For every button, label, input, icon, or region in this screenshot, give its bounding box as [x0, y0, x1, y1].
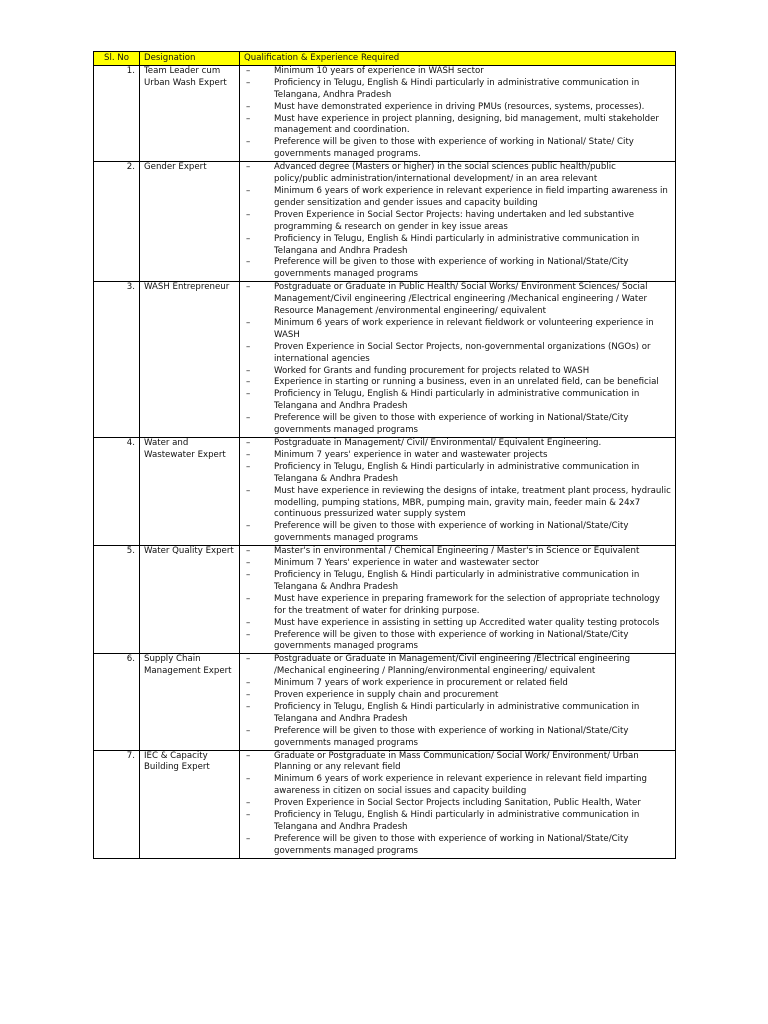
requirement-item: – Preference will be given to those with experience of working in National/State/City governments managed programs — [244, 521, 671, 545]
requirement-item: – Experience in starting or running a business, even in an unrelated field, can be beneficial — [244, 377, 671, 389]
requirement-item: – Worked for Grants and funding procurement for projects related to WASH — [244, 366, 671, 378]
table-row — [94, 282, 676, 438]
requirements-cell — [240, 65, 676, 161]
designation-cell: Team Leader cum Urban Wash Expert — [140, 65, 240, 161]
requirements-list — [244, 282, 671, 437]
requirements-list — [244, 66, 671, 161]
sl-no-cell: 2. — [94, 162, 140, 282]
sl-no-cell: 1. — [94, 65, 140, 161]
requirement-item: – Graduate or Postgraduate in Mass Communication/ Social Work/ Environment/ Urban Planning or any relevant field — [244, 751, 671, 775]
requirements-list — [244, 162, 671, 281]
qualification-table — [93, 51, 676, 859]
table-header-row — [94, 52, 676, 66]
requirement-item: – Preference will be given to those with experience of working in National/ State/ City governments managed programs. — [244, 137, 671, 161]
designation-cell: Water Quality Expert — [140, 546, 240, 654]
requirement-item: – Preference will be given to those with experience of working in National/State/City governments managed programs — [244, 413, 671, 437]
requirement-item: – Postgraduate or Graduate in Public Health/ Social Works/ Environment Sciences/ Social Management/Civil engineering /Electrical engineering /Mechanical engineering / Water Resource Management /environmental engineering/ equivalent — [244, 282, 671, 318]
requirement-item: – Proficiency in Telugu, English & Hindi particularly in administrative communication in Telangana, Andhra Pradesh — [244, 78, 671, 102]
requirement-item: – Must have experience in reviewing the designs of intake, treatment plant process, hydraulic modelling, pumping stations, MBR, pumping main, gravity main, feeder main & 24x7 continuous pressurized water supply system — [244, 486, 671, 522]
table-row — [94, 65, 676, 161]
requirements-cell — [240, 282, 676, 438]
requirement-item: – Minimum 6 years of work experience in relevant fieldwork or volunteering experience in WASH — [244, 318, 671, 342]
requirements-list — [244, 751, 671, 858]
requirement-item: – Postgraduate or Graduate in Management/Civil engineering /Electrical engineering /Mechanical engineering / Planning/environmental engineering/ equivalent — [244, 654, 671, 678]
header-sl-no: Sl. No — [94, 52, 140, 66]
sl-no-cell: 4. — [94, 438, 140, 546]
sl-no-cell: 3. — [94, 282, 140, 438]
header-qualification: Qualification & Experience Required — [240, 52, 676, 66]
requirement-item: – Proficiency in Telugu, English & Hindi particularly in administrative communication in Telangana and Andhra Pradesh — [244, 702, 671, 726]
requirements-list — [244, 438, 671, 545]
sl-no-cell: 7. — [94, 750, 140, 858]
requirement-item: – Preference will be given to those with experience of working in National/State/City governments managed programs — [244, 630, 671, 654]
designation-cell: Water and Wastewater Expert — [140, 438, 240, 546]
sl-no-cell: 6. — [94, 654, 140, 750]
table-row — [94, 546, 676, 654]
requirement-item: – Minimum 6 years of work experience in relevant experience in field imparting awareness in gender sensitization and gender issues and capacity building — [244, 186, 671, 210]
requirement-item: – Proficiency in Telugu, English & Hindi particularly in administrative communication in Telangana & Andhra Pradesh — [244, 570, 671, 594]
requirement-item: – Proficiency in Telugu, English & Hindi particularly in administrative communication in Telangana and Andhra Pradesh — [244, 389, 671, 413]
designation-cell: Gender Expert — [140, 162, 240, 282]
requirements-cell — [240, 162, 676, 282]
requirement-item: – Preference will be given to those with experience of working in National/State/City governments managed programs — [244, 257, 671, 281]
requirements-list — [244, 654, 671, 749]
requirement-item: – Minimum 10 years of experience in WASH sector — [244, 66, 671, 78]
requirement-item: – Preference will be given to those with experience of working in National/State/City governments managed programs — [244, 726, 671, 750]
requirement-item: – Proven experience in supply chain and procurement — [244, 690, 671, 702]
requirement-item: – Proven Experience in Social Sector Projects, non-governmental organizations (NGOs) or international agencies — [244, 342, 671, 366]
requirement-item: – Must have experience in assisting in setting up Accredited water quality testing protocols — [244, 618, 671, 630]
requirements-list — [244, 546, 671, 653]
designation-cell: Supply Chain Management Expert — [140, 654, 240, 750]
requirement-item: – Proficiency in Telugu, English & Hindi particularly in administrative communication in Telangana and Andhra Pradesh — [244, 234, 671, 258]
requirements-cell — [240, 750, 676, 858]
requirements-cell — [240, 546, 676, 654]
designation-cell: WASH Entrepreneur — [140, 282, 240, 438]
table-row — [94, 162, 676, 282]
requirement-item: – Minimum 7 years' experience in water and wastewater projects — [244, 450, 671, 462]
requirement-item: – Proficiency in Telugu, English & Hindi particularly in administrative communication in Telangana & Andhra Pradesh — [244, 462, 671, 486]
header-designation: Designation — [140, 52, 240, 66]
requirement-item: – Master's in environmental / Chemical Engineering / Master's in Science or Equivalent — [244, 546, 671, 558]
requirement-item: – Proven Experience in Social Sector Projects: having undertaken and led substantive programming & research on gender in key issue areas — [244, 210, 671, 234]
requirement-item: – Minimum 7 years of work experience in procurement or related field — [244, 678, 671, 690]
requirement-item: – Must have experience in preparing framework for the selection of appropriate technology for the treatment of water for drinking purpose. — [244, 594, 671, 618]
requirement-item: – Must have experience in project planning, designing, bid management, multi stakeholder management and coordination. — [244, 114, 671, 138]
table-row — [94, 750, 676, 858]
requirement-item: – Minimum 7 Years' experience in water and wastewater sector — [244, 558, 671, 570]
requirement-item: – Proven Experience in Social Sector Projects including Sanitation, Public Health, Water — [244, 798, 671, 810]
requirement-item: – Minimum 6 years of work experience in relevant experience in relevant field imparting awareness in citizen on social issues and capacity building — [244, 774, 671, 798]
table-row — [94, 438, 676, 546]
requirements-cell — [240, 654, 676, 750]
requirement-item: – Postgraduate in Management/ Civil/ Environmental/ Equivalent Engineering. — [244, 438, 671, 450]
requirement-item: – Must have demonstrated experience in driving PMUs (resources, systems, processes). — [244, 102, 671, 114]
sl-no-cell: 5. — [94, 546, 140, 654]
requirement-item: – Advanced degree (Masters or higher) in the social sciences public health/public policy/public administration/international development/ in an area relevant — [244, 162, 671, 186]
designation-cell: IEC & Capacity Building Expert — [140, 750, 240, 858]
requirements-cell — [240, 438, 676, 546]
table-row — [94, 654, 676, 750]
table-body — [94, 65, 676, 858]
requirement-item: – Preference will be given to those with experience of working in National/State/City governments managed programs — [244, 834, 671, 858]
requirement-item: – Proficiency in Telugu, English & Hindi particularly in administrative communication in Telangana and Andhra Pradesh — [244, 810, 671, 834]
